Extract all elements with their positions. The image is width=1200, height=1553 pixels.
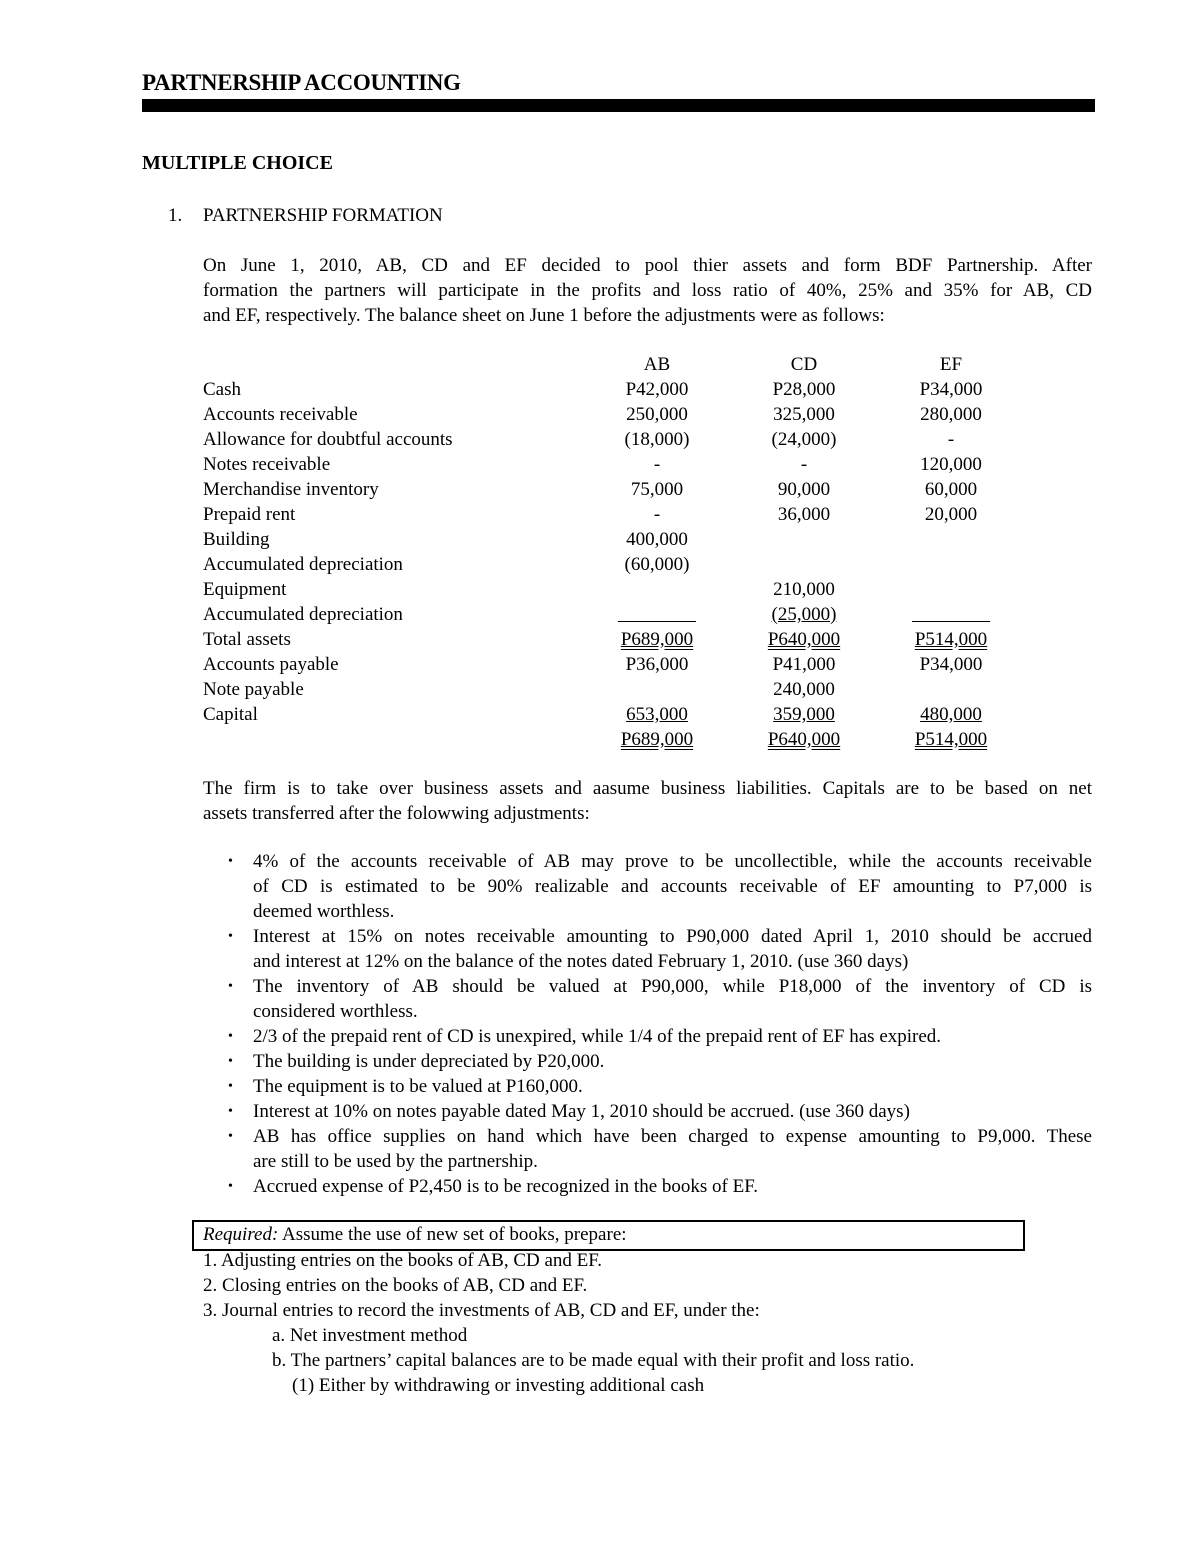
balance-sheet-table [203, 352, 1023, 752]
cell-ef [891, 502, 1011, 527]
takeover-paragraph [203, 776, 1092, 826]
list-item-line: 2/3 of the prepaid rent of CD is unexpired, while 1/4 of the prepaid rent of EF has expired. [253, 1026, 942, 1047]
cell-cd [744, 652, 864, 677]
row-label: Accounts payable [203, 654, 339, 675]
required-subitem: a. Net investment method [272, 1325, 468, 1346]
column-header-ab: AB [643, 354, 671, 375]
cell-cd [744, 577, 864, 602]
cell-ab [597, 727, 717, 752]
table-row [203, 527, 1023, 552]
cell-value: 250,000 [626, 404, 688, 425]
row-label: Accounts receivable [203, 404, 358, 425]
cell-cd [744, 727, 864, 752]
row-label: Cash [203, 379, 241, 400]
cell-cd [744, 477, 864, 502]
list-item-line: Interest at 15% on notes receivable amounting to P90,000 dated April 1, 2010 should be accrued [253, 926, 1092, 947]
cell-ab [597, 452, 717, 477]
list-item [228, 1174, 1092, 1199]
list-item-line: of CD is estimated to be 90% realizable and accounts receivable of EF amounting to P7,000 is [253, 876, 1092, 897]
cell-value: (24,000) [771, 429, 837, 450]
list-item [228, 1024, 1092, 1049]
cell-cd [744, 677, 864, 702]
item-number: 1. [168, 205, 183, 226]
table-row [203, 427, 1023, 452]
item-title: PARTNERSHIP FORMATION [203, 205, 443, 226]
list-item-line: considered worthless. [253, 1001, 418, 1022]
cell-ab [597, 552, 717, 577]
cell-value: P689,000 [620, 629, 694, 650]
cell-value: - [653, 504, 661, 525]
bullet-icon: • [228, 929, 233, 944]
cell-value: P34,000 [919, 379, 983, 400]
cell-ab [597, 502, 717, 527]
required-list [203, 1248, 914, 1398]
cell-value: 359,000 [773, 704, 835, 725]
cell-value: 325,000 [773, 404, 835, 425]
table-body [203, 377, 1023, 752]
cell-ab [597, 652, 717, 677]
list-item [228, 1124, 1092, 1174]
cell-value: P640,000 [767, 629, 841, 650]
cell-ef [891, 727, 1011, 752]
underline-blank [618, 602, 696, 622]
table-row [203, 702, 1023, 727]
list-item-line: and interest at 12% on the balance of the notes dated February 1, 2010. (use 360 days) [253, 951, 909, 972]
bullet-icon: • [228, 854, 233, 869]
required-label: Required: [203, 1224, 279, 1245]
row-label: Prepaid rent [203, 504, 296, 525]
required-subitem: b. The partners’ capital balances are to be made equal with their profit and loss ratio. [272, 1350, 915, 1371]
row-label: Allowance for doubtful accounts [203, 429, 453, 450]
bullet-icon: • [228, 979, 233, 994]
row-label: Building [203, 529, 270, 550]
table-row [203, 577, 1023, 602]
cell-value: 120,000 [920, 454, 982, 475]
table-header-row [203, 352, 1023, 377]
list-item-line: 4% of the accounts receivable of AB may prove to be uncollectible, while the accounts receivable [253, 851, 1092, 872]
cell-value: 240,000 [773, 679, 835, 700]
cell-ef [891, 652, 1011, 677]
cell-value: P514,000 [914, 629, 988, 650]
table-row [203, 377, 1023, 402]
column-header-cd: CD [790, 354, 818, 375]
cell-value: 400,000 [626, 529, 688, 550]
table-row [203, 552, 1023, 577]
underline-blank [912, 602, 990, 622]
cell-ef [891, 377, 1011, 402]
cell-value: P41,000 [772, 654, 836, 675]
list-item-line: Interest at 10% on notes payable dated May 1, 2010 should be accrued. (use 360 days) [253, 1101, 910, 1122]
cell-ab [597, 602, 717, 629]
required-item: 1. Adjusting entries on the books of AB, CD and EF. [203, 1250, 603, 1271]
row-label: Note payable [203, 679, 304, 700]
cell-ef [891, 627, 1011, 652]
list-item-line: AB has office supplies on hand which have been charged to expense amounting to P9,000. These [253, 1126, 1092, 1147]
row-label: Notes receivable [203, 454, 331, 475]
bullet-icon: • [228, 1179, 233, 1194]
takeover-line: assets transferred after the folowwing adjustments: [203, 803, 590, 824]
cell-ab [597, 702, 717, 727]
list-item [228, 849, 1092, 924]
title-rule [142, 99, 1095, 112]
bullet-icon: • [228, 1054, 233, 1069]
cell-cd [744, 427, 864, 452]
list-item [228, 924, 1092, 974]
list-item [228, 1074, 1092, 1099]
required-item: 3. Journal entries to record the investments of AB, CD and EF, under the: [203, 1300, 760, 1321]
cell-value: - [800, 454, 808, 475]
row-label: Accumulated depreciation [203, 554, 403, 575]
cell-ef [891, 477, 1011, 502]
cell-value: 480,000 [920, 704, 982, 725]
table-row [203, 727, 1023, 752]
row-label: Accumulated depreciation [203, 604, 403, 625]
table-row [203, 477, 1023, 502]
cell-value: P42,000 [625, 379, 689, 400]
cell-cd [744, 452, 864, 477]
required-subsubitem: (1) Either by withdrawing or investing additional cash [292, 1375, 705, 1396]
table-row [203, 652, 1023, 677]
cell-value: (18,000) [624, 429, 690, 450]
cell-ab [597, 477, 717, 502]
cell-value: P28,000 [772, 379, 836, 400]
cell-value: (60,000) [624, 554, 690, 575]
cell-value: - [947, 429, 955, 450]
list-item [228, 974, 1092, 1024]
cell-ab [597, 402, 717, 427]
cell-value: P514,000 [914, 729, 988, 750]
cell-value: 210,000 [773, 579, 835, 600]
cell-ef [891, 402, 1011, 427]
cell-cd [744, 627, 864, 652]
required-heading [203, 1222, 627, 1247]
table-row [203, 602, 1023, 627]
bullet-icon: • [228, 1104, 233, 1119]
cell-ab [597, 627, 717, 652]
cell-value: 653,000 [626, 704, 688, 725]
cell-ab [597, 527, 717, 552]
table-row [203, 452, 1023, 477]
required-item: 2. Closing entries on the books of AB, CD and EF. [203, 1275, 588, 1296]
table-row [203, 677, 1023, 702]
cell-value: 90,000 [777, 479, 831, 500]
intro-line: and EF, respectively. The balance sheet on June 1 before the adjustments were as follows: [203, 305, 885, 326]
intro-line: On June 1, 2010, AB, CD and EF decided to pool thier assets and form BDF Partnership. After [203, 255, 1092, 276]
cell-value: P36,000 [625, 654, 689, 675]
adjustments-list [228, 849, 1092, 1199]
cell-value: - [653, 454, 661, 475]
page-title: PARTNERSHIP ACCOUNTING [142, 70, 461, 95]
list-item-line: Accrued expense of P2,450 is to be recognized in the books of EF. [253, 1176, 759, 1197]
cell-value: P689,000 [620, 729, 694, 750]
cell-value: 36,000 [777, 504, 831, 525]
required-text: Assume the use of new set of books, prepare: [278, 1224, 627, 1245]
table-row [203, 402, 1023, 427]
cell-value: P640,000 [767, 729, 841, 750]
cell-cd [744, 402, 864, 427]
list-item-line: are still to be used by the partnership. [253, 1151, 538, 1172]
cell-ab [597, 377, 717, 402]
list-item-line: The building is under depreciated by P20,000. [253, 1051, 605, 1072]
section-heading: MULTIPLE CHOICE [142, 152, 333, 174]
intro-paragraph [203, 253, 1092, 328]
cell-cd [744, 602, 864, 627]
cell-ef [891, 602, 1011, 629]
cell-value: 75,000 [630, 479, 684, 500]
list-item [228, 1099, 1092, 1124]
cell-ef [891, 427, 1011, 452]
list-item-line: The equipment is to be valued at P160,000. [253, 1076, 583, 1097]
bullet-icon: • [228, 1029, 233, 1044]
cell-cd [744, 377, 864, 402]
list-item [228, 1049, 1092, 1074]
row-label: Equipment [203, 579, 287, 600]
cell-value: (25,000) [771, 604, 837, 625]
list-item-line: deemed worthless. [253, 901, 395, 922]
cell-value: P34,000 [919, 654, 983, 675]
cell-value: 60,000 [924, 479, 978, 500]
bullet-icon: • [228, 1129, 233, 1144]
cell-ef [891, 702, 1011, 727]
row-label: Merchandise inventory [203, 479, 379, 500]
row-label: Capital [203, 704, 258, 725]
cell-value: 20,000 [924, 504, 978, 525]
intro-line: formation the partners will participate in the profits and loss ratio of 40%, 25% and 35% for AB, CD [203, 280, 1092, 301]
takeover-line: The firm is to take over business assets and aasume business liabilities. Capitals are to be based on net [203, 778, 1092, 799]
cell-ab [597, 427, 717, 452]
table-row [203, 502, 1023, 527]
row-label: Total assets [203, 629, 291, 650]
table-row [203, 627, 1023, 652]
cell-ef [891, 452, 1011, 477]
cell-cd [744, 502, 864, 527]
cell-cd [744, 702, 864, 727]
column-header-ef: EF [939, 354, 963, 375]
bullet-icon: • [228, 1079, 233, 1094]
cell-value: 280,000 [920, 404, 982, 425]
list-item-line: The inventory of AB should be valued at P90,000, while P18,000 of the inventory of CD is [253, 976, 1092, 997]
